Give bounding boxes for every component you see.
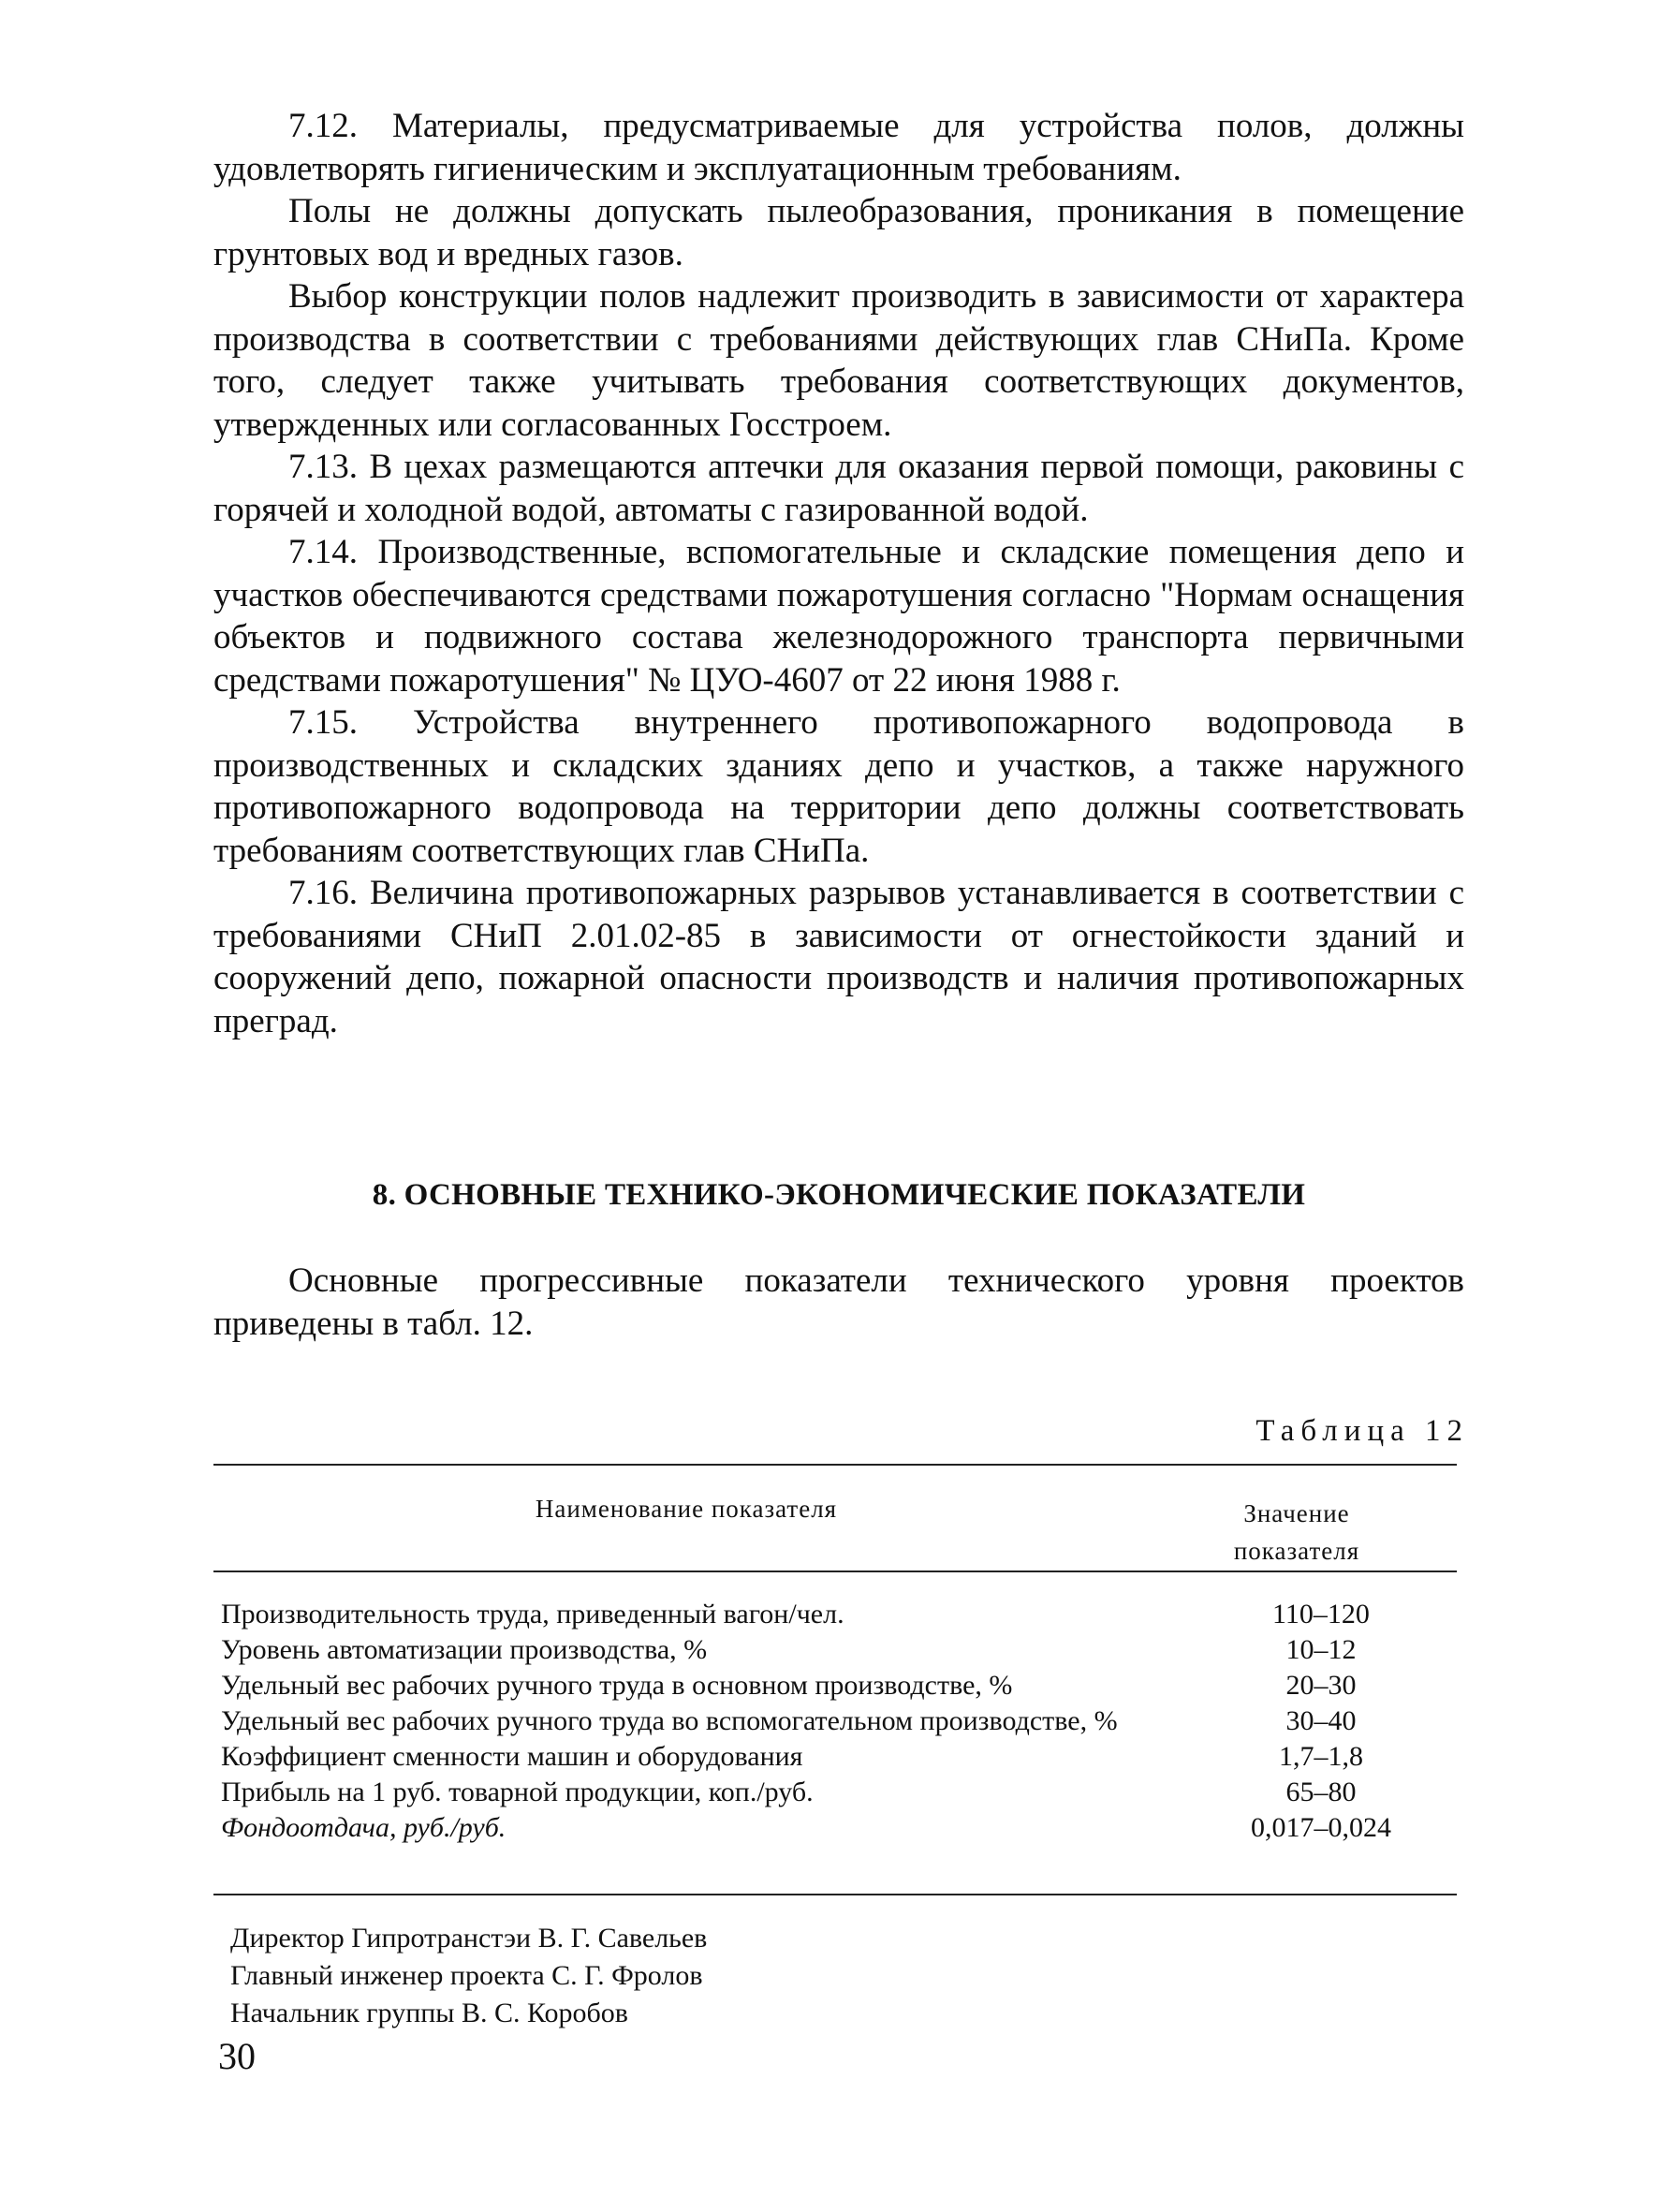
table-cell-value: 65–80 — [1285, 1777, 1357, 1807]
table-cell-name: Удельный вес рабочих ручного труда во вспомогательном производстве, % — [221, 1705, 1118, 1736]
table-header-value-line2: показателя — [1233, 1537, 1360, 1565]
table-caption: Таблица 12 — [1255, 1414, 1469, 1448]
table-cell-value: 20–30 — [1285, 1670, 1357, 1701]
table-header-value-line1: Значение — [1243, 1499, 1350, 1527]
table-cell-name: Прибыль на 1 руб. товарной продукции, коп./руб. — [221, 1777, 814, 1807]
table-row — [221, 1597, 1457, 1632]
table-row — [221, 1668, 1457, 1703]
table-cell-name: Производительность труда, приведенный вагон/чел. — [221, 1599, 844, 1630]
signature-director: Директор Гипротранстэи В. Г. Савельев — [230, 1923, 708, 1954]
table-row — [221, 1775, 1457, 1810]
table-cell-value: 10–12 — [1285, 1634, 1357, 1665]
table-row — [221, 1810, 1457, 1846]
table-cell-value: 0,017–0,024 — [1251, 1812, 1391, 1843]
table-top-rule — [213, 1464, 1457, 1466]
signature-group-head: Начальник группы В. С. Коробов — [230, 1998, 628, 2028]
table-cell-name: Коэффициент сменности машин и оборудования — [221, 1741, 803, 1772]
paragraph-floors-dust: Полы не должны допускать пылеобразования, проникания в помещение грунтовых вод и вредных газов. — [213, 192, 1464, 273]
table-cell-value: 30–40 — [1285, 1705, 1357, 1736]
table-cell-name: Удельный вес рабочих ручного труда в основном производстве, % — [221, 1670, 1013, 1701]
table-row — [221, 1703, 1457, 1739]
paragraph-7-14: 7.14. Производственные, вспомогательные и складские помещения депо и участков обеспечиваются средствами пожаротушения согласно "Нормам оснащения объектов и подвижного состава железнодорожного транспорта первичными средствами пожаротушения" № ЦУО-4607 от 22 июня 1988 г. — [213, 533, 1464, 700]
table-cell-value: 1,7–1,8 — [1279, 1741, 1363, 1772]
signature-chief-engineer: Главный инженер проекта С. Г. Фролов — [230, 1960, 703, 1991]
table-header-name: Наименование показателя — [535, 1495, 838, 1523]
table-bottom-rule — [213, 1894, 1457, 1895]
paragraph-7-13: 7.13. В цехах размещаются аптечки для оказания первой помощи, раковины с горячей и холодной водой, автоматы с газированной водой. — [213, 448, 1464, 529]
table-body — [221, 1597, 1457, 1846]
paragraph-floor-construction: Выбор конструкции полов надлежит производить в зависимости от характера производства в соответствии с требованиями действующих глав СНиПа. Кроме того, следует также учитывать требования соответствующих документов, утвержденных или согласованных Госстроем. — [213, 277, 1464, 444]
paragraph-7-12: 7.12. Материалы, предусматриваемые для устройства полов, должны удовлетворять гигиеническим и эксплуатационным требованиям. — [213, 107, 1464, 188]
table-cell-value: 110–120 — [1272, 1599, 1370, 1630]
signatures — [230, 1920, 707, 2032]
section-intro: Основные прогрессивные показатели технического уровня проектов приведены в табл. 12. — [213, 1261, 1464, 1343]
section-heading: 8. ОСНОВНЫЕ ТЕХНИКО-ЭКОНОМИЧЕСКИЕ ПОКАЗАТЕЛИ — [372, 1178, 1306, 1212]
paragraph-7-15: 7.15. Устройства внутреннего противопожарного водопровода в производственных и складских зданиях депо и участков, а также наружного противопожарного водопровода на территории депо должны соответствовать требованиям соответствующих глав СНиПа. — [213, 703, 1464, 870]
table-header-value — [1189, 1495, 1404, 1570]
table-cell-name: Фондоотдача, руб./руб. — [221, 1812, 507, 1843]
table-row — [221, 1632, 1457, 1668]
page-number: 30 — [218, 2035, 256, 2077]
table-header-rule — [213, 1571, 1457, 1572]
table-row — [221, 1739, 1457, 1775]
table-cell-name: Уровень автоматизации производства, % — [221, 1634, 708, 1665]
paragraph-7-16: 7.16. Величина противопожарных разрывов устанавливается в соответствии с требованиями СНиП 2.01.02-85 в зависимости от огнестойкости зданий и сооружений депо, пожарной опасности производств и наличия противопожарных преград. — [213, 874, 1464, 1040]
body-text — [213, 105, 1464, 1042]
